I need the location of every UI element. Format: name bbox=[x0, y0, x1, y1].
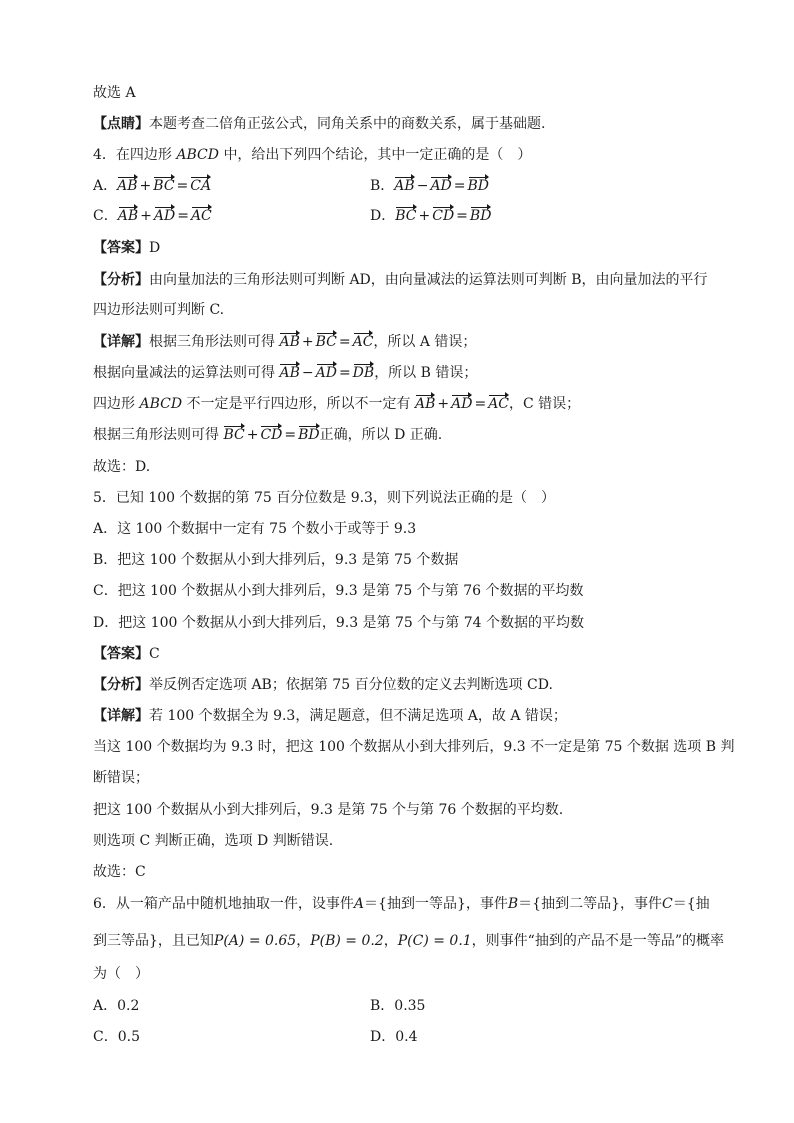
q5-detail-line4: 把这 100 个数据从小到大排列后，9.3 是第 75 个与第 76 个数据的平均数. bbox=[93, 802, 564, 818]
q4-analysis-line1: 【分析】由向量加法的三角形法则可判断 AD，由向量减法的运算法则可判断 B，由向量加法的平行 bbox=[93, 272, 708, 288]
q5-detail-line5: 则选项 C 判断正确，选项 D 判断错误. bbox=[93, 833, 334, 849]
q4-detail-line4: 根据三角形法则可得 BC + CD = BD正确，所以 D 正确. bbox=[93, 427, 443, 443]
q5-option-d: D．把这 100 个数据从小到大排列后，9.3 是第 75 个与第 74 个数据的平均数 bbox=[93, 615, 584, 631]
q4-stem: 4．在四边形 ABCD 中，给出下列四个结论，其中一定正确的是（ ） bbox=[93, 147, 532, 163]
q3-answer-choice: 故选 A bbox=[93, 85, 136, 101]
q5-option-b: B．把这 100 个数据从小到大排列后，9.3 是第 75 个数据 bbox=[93, 552, 459, 568]
q5-stem: 5．已知 100 个数据的第 75 百分位数是 9.3，则下列说法正确的是（ ） bbox=[93, 490, 555, 506]
q6-option-d: D．0.4 bbox=[370, 1029, 418, 1045]
q6-option-a: A．0.2 bbox=[93, 998, 140, 1014]
q4-detail-line1: 【详解】根据三角形法则可得 AB + BC = AC，所以 A 错误； bbox=[93, 334, 477, 350]
q5-option-c: C．把这 100 个数据从小到大排列后，9.3 是第 75 个与第 76 个数据的平均数 bbox=[93, 583, 584, 599]
q6-stem-line1: 6．从一箱产品中随机地抽取一件，设事件A＝{抽到一等品}，事件B＝{抽到二等品}，事件C＝{抽 bbox=[93, 896, 710, 912]
q6-option-c: C．0.5 bbox=[93, 1029, 140, 1045]
q5-detail-line3: 断错误； bbox=[93, 770, 149, 786]
q3-comment: 【点睛】本题考查二倍角正弦公式，同角关系中的商数关系，属于基础题. bbox=[93, 116, 546, 132]
q5-detail-line2: 当这 100 个数据均为 9.3 时，把这 100 个数据从小到大排列后，9.3 不一定是第 75 个数据 选项 B 判 bbox=[93, 739, 735, 755]
q4-option-d: D．BC + CD = BD bbox=[370, 208, 492, 224]
q4-answer: 【答案】D bbox=[93, 240, 161, 256]
q5-option-a: A．这 100 个数据中一定有 75 个数小于或等于 9.3 bbox=[93, 521, 417, 537]
q4-analysis-line2: 四边形法则可判断 C. bbox=[93, 302, 225, 318]
q4-conclusion: 故选：D. bbox=[93, 459, 151, 475]
q5-detail-line1: 【详解】若 100 个数据全为 9.3，满足题意，但不满足选项 A，故 A 错误； bbox=[93, 708, 567, 724]
q4-detail-line3: 四边形 ABCD 不一定是平行四边形，所以不一定有 AB + AD = AC，C 错误； bbox=[93, 396, 581, 412]
q4-detail-line2: 根据向量减法的运算法则可得 AB − AD = DB，所以 B 错误； bbox=[93, 365, 478, 381]
q5-answer: 【答案】C bbox=[93, 646, 160, 662]
comment-tag: 【点睛】 bbox=[93, 116, 149, 132]
q6-option-b: B．0.35 bbox=[370, 998, 426, 1014]
q5-conclusion: 故选：C bbox=[93, 864, 146, 880]
q4-option-c: C．AB + AD = AC bbox=[93, 208, 212, 224]
q6-stem-line3: 为（ ） bbox=[93, 966, 149, 982]
q5-analysis: 【分析】举反例否定选项 AB；依据第 75 百分位数的定义去判断选项 CD. bbox=[93, 677, 553, 693]
q4-option-a: A．AB + BC = CA bbox=[93, 178, 212, 194]
q6-stem-line2: 到三等品}，且已知P(A) = 0.65，P(B) = 0.2，P(C) = 0.1，则事件“抽到的产品不是一等品”的概率 bbox=[93, 933, 724, 949]
q4-option-b: B．AB − AD = BD bbox=[370, 178, 490, 194]
